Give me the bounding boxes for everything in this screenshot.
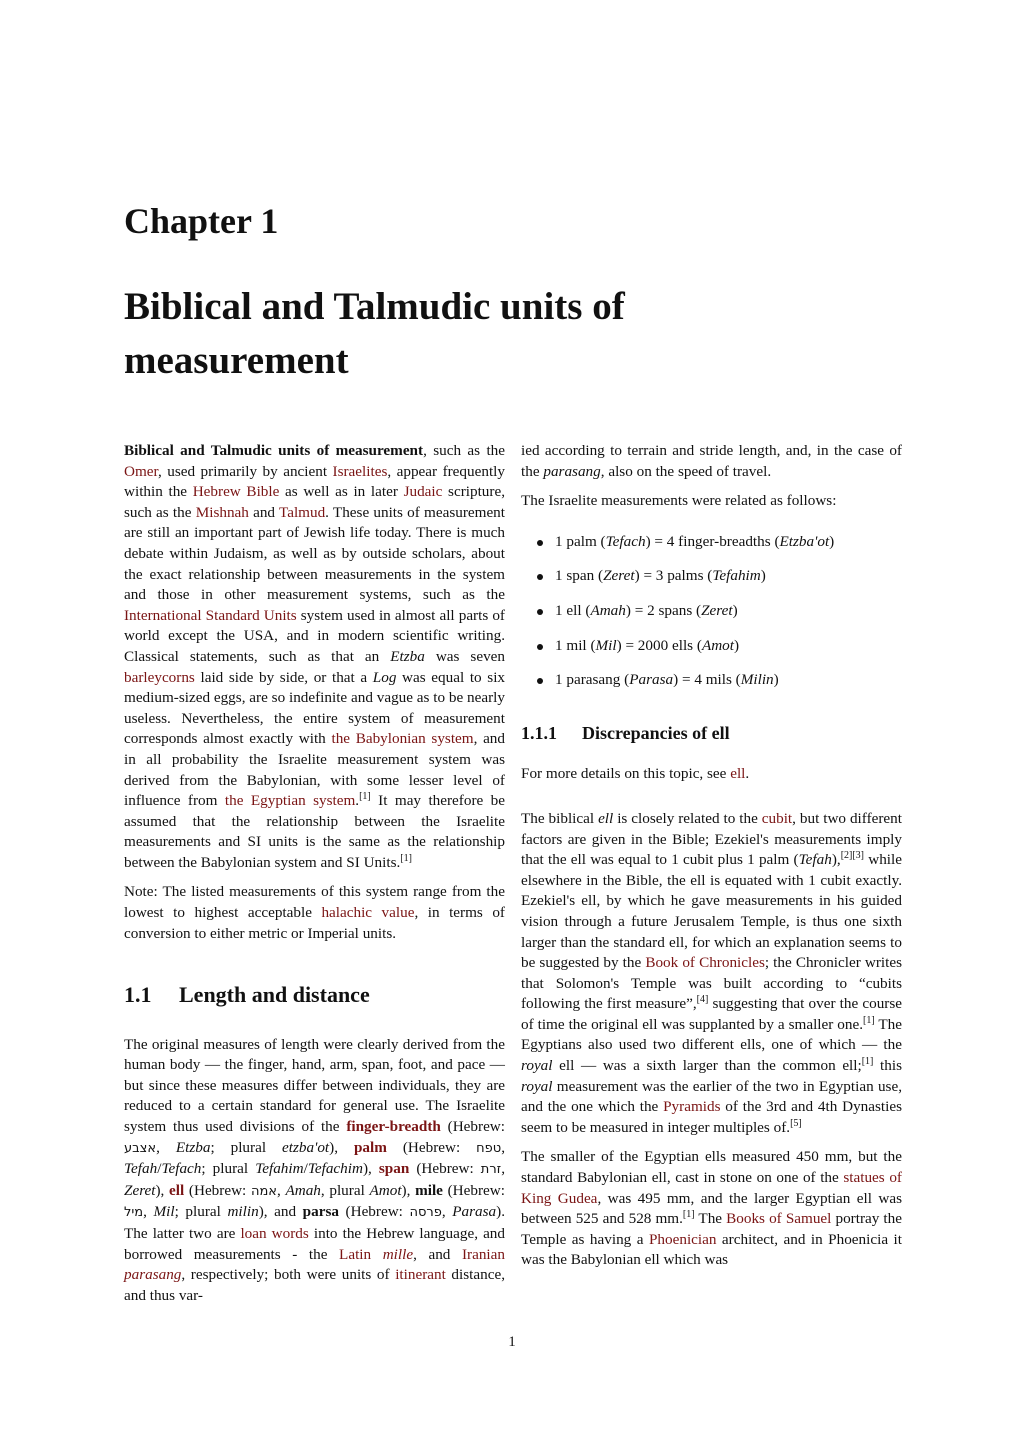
length-paragraph: The original measures of length were clearly derived from the human body — the finger, hand, arm, span, foot, and pace — but since these measures differ between individuals, they are reduced to a certain standard for general use. The Israelite system thus used divisions of the finger-breadth (Hebrew: אצבע, Etzba; plural etzba'ot), palm (Hebrew: טפח, Tefah/Tefach; plural Tefahim/Tefachim), span (Hebrew: זרת, Zeret), ell (Hebrew: אמה, Amah, plural Amot), mile (Hebrew: מיל, Mil; plural milin), and parsa (Hebrew: פרסה, Parasa). The latter two are loan words into the Hebrew language, and borrowed measurements - the Latin mille, and Iranian parasang, respectively; both were units of itinerant distance, and thus var-	[124, 1035, 506, 1304]
chapter-title: Biblical and Talmudic units of measurement	[124, 285, 625, 382]
link-hebrew-bible[interactable]: Hebrew Bible	[192, 483, 280, 501]
citation-ref[interactable]: [5]	[790, 1117, 802, 1129]
link-halachic-value[interactable]: halachic value	[321, 904, 415, 922]
link-egyptian-system[interactable]: the Egyptian system	[224, 792, 356, 810]
list-item: 1 parasang (Parasa) = 4 mils (Milin)	[521, 670, 902, 691]
citation-ref[interactable]: [1]	[359, 791, 371, 803]
note-paragraph: Note: The listed measurements of this system range from the lowest to highest acceptable halachic value, in terms of conversion to either metric or Imperial units.	[124, 883, 505, 942]
link-mishnah[interactable]: Mishnah	[195, 503, 249, 521]
link-israelites[interactable]: Israelites	[332, 462, 388, 480]
list-item: 1 span (Zeret) = 3 palms (Tefahim)	[521, 566, 902, 587]
link-babylonian-system[interactable]: the Babylonian system	[331, 730, 474, 748]
list-item: 1 palm (Tefach) = 4 finger-breadths (Etzba'ot)	[521, 532, 902, 553]
bullet-icon	[537, 540, 543, 546]
citation-ref[interactable]: [2][3]	[840, 850, 865, 862]
link-books-of-samuel[interactable]: Books of Samuel	[726, 1210, 832, 1228]
ell-paragraph: The biblical ell is closely related to the cubit, but two different factors are given in the Bible; Ezekiel's measurements imply that the ell was equal to 1 cubit plus 1 palm (Tefah),[2][3] while elsewhere in the Bible, the ell is equated with 1 cubit exactly. Ezekiel's ell, by which he gave measurements in his guided vision through a future Jerusalem Temple, is thus one sixth larger than the standard ell, for which an explanation seems to be suggested by the Book of Chronicles; the Chronicler writes that Solomon's Temple was built according to “cubits following the first measure”,[4] suggesting that over the course of time the original ell was supplanted by a smaller one.[1] The Egyptians also used two different ells, one of which — the royal ell — was a sixth larger than the common ell;[1] this royal measurement was the earlier of the two in Egyptian use, and the one which the Pyramids of the 3rd and 4th Dynasties seem to be measured in integer multiples of.[5]	[521, 809, 903, 1136]
see-also-note: For more details on this topic, see ell.	[521, 765, 750, 783]
measurement-relations-list	[521, 532, 902, 691]
link-ell-details[interactable]: ell	[730, 765, 746, 783]
link-palm[interactable]: palm	[353, 1138, 387, 1156]
link-omer[interactable]: Omer	[124, 462, 158, 480]
section-heading-length-distance: 1.1 Length and distance	[124, 982, 370, 1008]
right-column	[521, 441, 902, 1280]
link-ell[interactable]: ell	[169, 1181, 185, 1199]
lead-term: Biblical and Talmudic units of measurement	[124, 442, 424, 459]
link-iranian[interactable]: Iranian	[461, 1245, 505, 1263]
citation-ref[interactable]: [1]	[863, 1014, 875, 1026]
citation-ref[interactable]: [1]	[861, 1056, 874, 1067]
link-span[interactable]: span	[378, 1160, 410, 1178]
link-talmud[interactable]: Talmud	[278, 503, 326, 521]
link-latin[interactable]: Latin	[339, 1245, 372, 1263]
link-judaic[interactable]: Judaic	[403, 483, 443, 501]
bullet-icon	[537, 678, 543, 684]
link-finger-breadth[interactable]: finger-breadth	[346, 1118, 441, 1136]
relations-intro: The Israelite measurements were related as follows:	[521, 492, 837, 510]
citation-ref[interactable]: [4]	[696, 994, 709, 1006]
bullet-icon	[537, 644, 543, 650]
chapter-label: Chapter 1	[124, 201, 279, 241]
intro-paragraph: Biblical and Talmudic units of measurement, such as the Omer, used primarily by ancient Israelites, appear frequently within the Hebrew Bible as well as in later Judaic scripture, such as the Mishnah and Talmud. These units of measurement are still an important part of Jewish life today. There is much debate within Judaism, as well as by outside scholars, about the exact relationship between measurements in the system and those in other measurement systems, such as the International Standard Units system used in almost all parts of world except the USA, and in modern scientific writing. Classical statements, such as that an Etzba was seven barleycorns laid side by side, or that a Log was equal to six medium-sized eggs, are so indefinite and vague as to be nearly useless. Nevertheless, the entire system of measurement corresponds almost exactly with the Babylonian system, and in all probability the Israelite measurement system was derived from the Babylonian, with some lesser level of influence from the Egyptian system.[1] It may therefore be assumed that the relationship between the Israelite measurements and SI units is the same as the relationship between the Babylonian system and SI Units.[1]	[124, 442, 506, 871]
list-item: 1 ell (Amah) = 2 spans (Zeret)	[521, 601, 902, 622]
citation-ref[interactable]: [1]	[400, 852, 412, 864]
left-column	[124, 441, 505, 1315]
page-number: 1	[508, 1334, 516, 1350]
link-phoenician[interactable]: Phoenician	[648, 1230, 717, 1248]
list-item: 1 mil (Mil) = 2000 ells (Amot)	[521, 636, 902, 657]
link-itinerant[interactable]: itinerant	[395, 1266, 446, 1284]
link-parasang[interactable]: parasang	[124, 1266, 182, 1284]
link-international-standard-units[interactable]: International Standard Units	[124, 606, 297, 624]
link-cubit[interactable]: cubit	[761, 809, 793, 827]
link-loan-words[interactable]: loan words	[240, 1224, 309, 1242]
egyptian-ell-paragraph: The smaller of the Egyptian ells measured 450 mm, but the standard Babylonian ell, cast in stone on one of the statues of King Gudea, was 495 mm, and the larger Egyptian ell was between 525 and 528 mm.[1] The Books of Samuel portray the Temple as having a Phoenician architect, and in Phoenicia it was the Babylonian ell which was	[521, 1148, 903, 1269]
citation-ref[interactable]: [1]	[682, 1209, 695, 1221]
length-paragraph-continued: ied according to terrain and stride length, and, in the case of the parasang, also on the speed of travel.	[521, 442, 902, 480]
link-book-of-chronicles[interactable]: Book of Chronicles	[645, 954, 765, 972]
link-statues-of-king-gudea[interactable]: statues of King Gudea	[521, 1169, 902, 1207]
bullet-icon	[537, 609, 543, 615]
subsection-heading-discrepancies-of-ell: 1.1.1 Discrepancies of ell	[521, 722, 730, 743]
link-barleycorns[interactable]: barleycorns	[124, 668, 195, 686]
link-pyramids[interactable]: Pyramids	[663, 1098, 721, 1116]
link-mille[interactable]: mille	[382, 1245, 414, 1263]
bullet-icon	[537, 574, 543, 580]
